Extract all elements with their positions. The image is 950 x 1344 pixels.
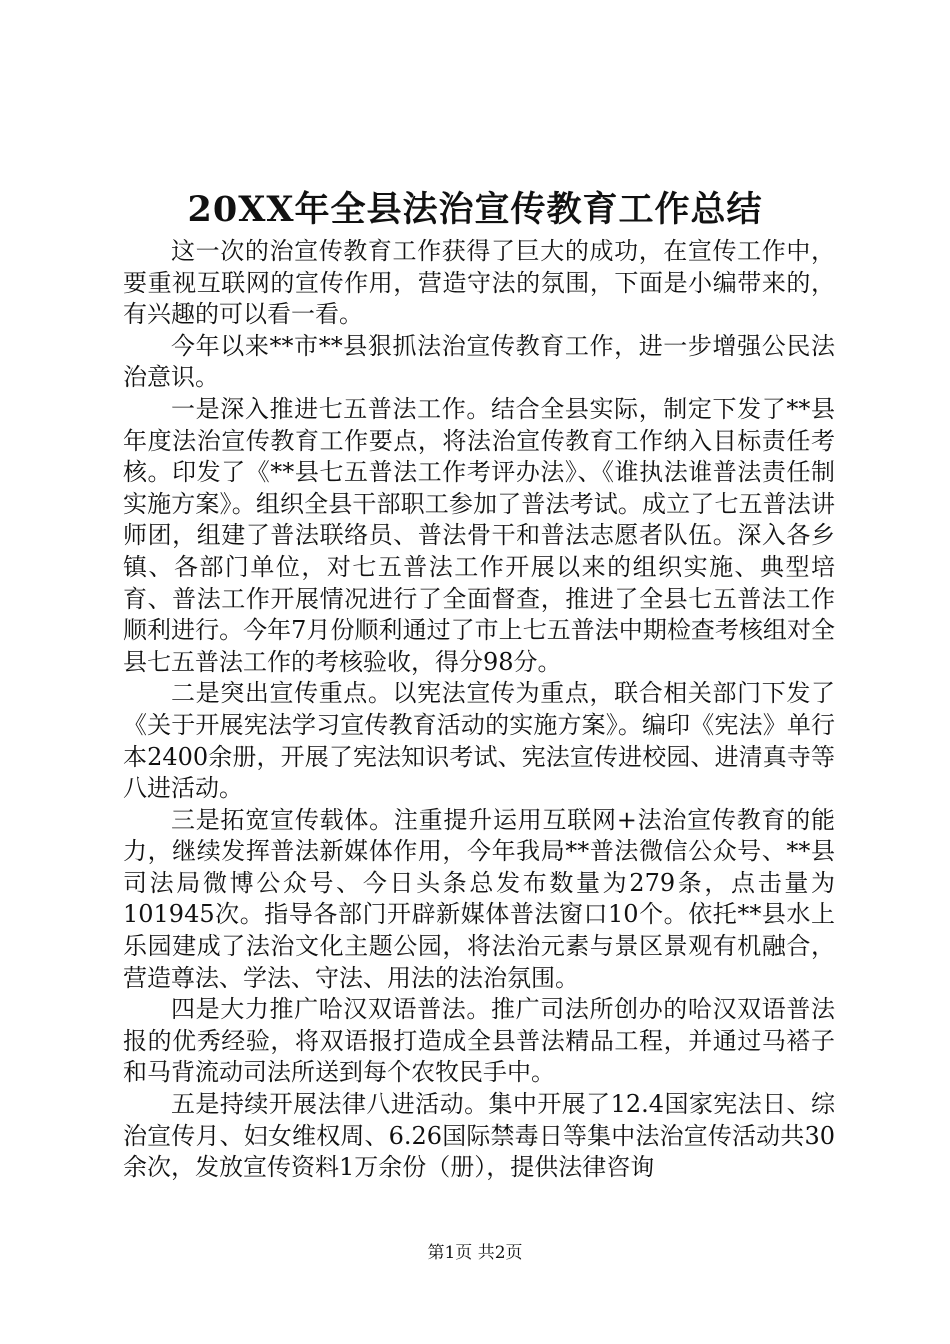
paragraph-item-5: 五是持续开展法律八进活动。集中开展了12.4国家宪法日、综治宣传月、妇女维权周、6.26国际禁毒日等集中法治宣传活动共30余次，发放宣传资料1万余份（册），提供法律咨询 (123, 1090, 835, 1182)
paragraph-overview: 今年以来**市**县狠抓法治宣传教育工作，进一步增强公民法治意识。 (123, 331, 835, 392)
paragraph-item-4: 四是大力推广哈汉双语普法。推广司法所创办的哈汉双语普法报的优秀经验，将双语报打造成全县普法精品工程，并通过马褡子和马背流动司法所送到每个农牧民手中。 (123, 995, 835, 1087)
paragraph-item-2: 二是突出宣传重点。以宪法宣传为重点，联合相关部门下发了《关于开展宪法学习宣传教育活动的实施方案》。编印《宪法》单行本2400余册，开展了宪法知识考试、宪法宣传进校园、进清真寺等八进活动。 (123, 679, 835, 803)
document-body (123, 236, 835, 1184)
paragraph-item-1: 一是深入推进七五普法工作。结合全县实际，制定下发了**县年度法治宣传教育工作要点，将法治宣传教育工作纳入目标责任考核。印发了《**县七五普法工作考评办法》、《谁执法谁普法责任制实施方案》。组织全县干部职工参加了普法考试。成立了七五普法讲师团，组建了普法联络员、普法骨干和普法志愿者队伍。深入各乡镇、各部门单位，对七五普法工作开展以来的组织实施、典型培育、普法工作开展情况进行了全面督查，推进了全县七五普法工作顺利进行。今年7月份顺利通过了市上七五普法中期检查考核组对全县七五普法工作的考核验收，得分98分。 (123, 394, 835, 676)
page-number-footer: 第1页 共2页 (427, 1243, 523, 1263)
paragraph-intro: 这一次的治宣传教育工作获得了巨大的成功，在宣传工作中，要重视互联网的宣传作用，营造守法的氛围，下面是小编带来的，有兴趣的可以看一看。 (123, 237, 835, 329)
paragraph-item-3: 三是拓宽宣传载体。注重提升运用互联网+法治宣传教育的能力，继续发挥普法新媒体作用，今年我局**普法微信公众号、**县司法局微博公众号、今日头条总发布数量为279条，点击量为101945次。指导各部门开辟新媒体普法窗口10个。依托**县水上乐园建成了法治文化主题公园，将法治元素与景区景观有机融合，营造尊法、学法、守法、用法的法治氛围。 (123, 805, 835, 992)
document-title: 20XX年全县法治宣传教育工作总结 (187, 189, 763, 230)
